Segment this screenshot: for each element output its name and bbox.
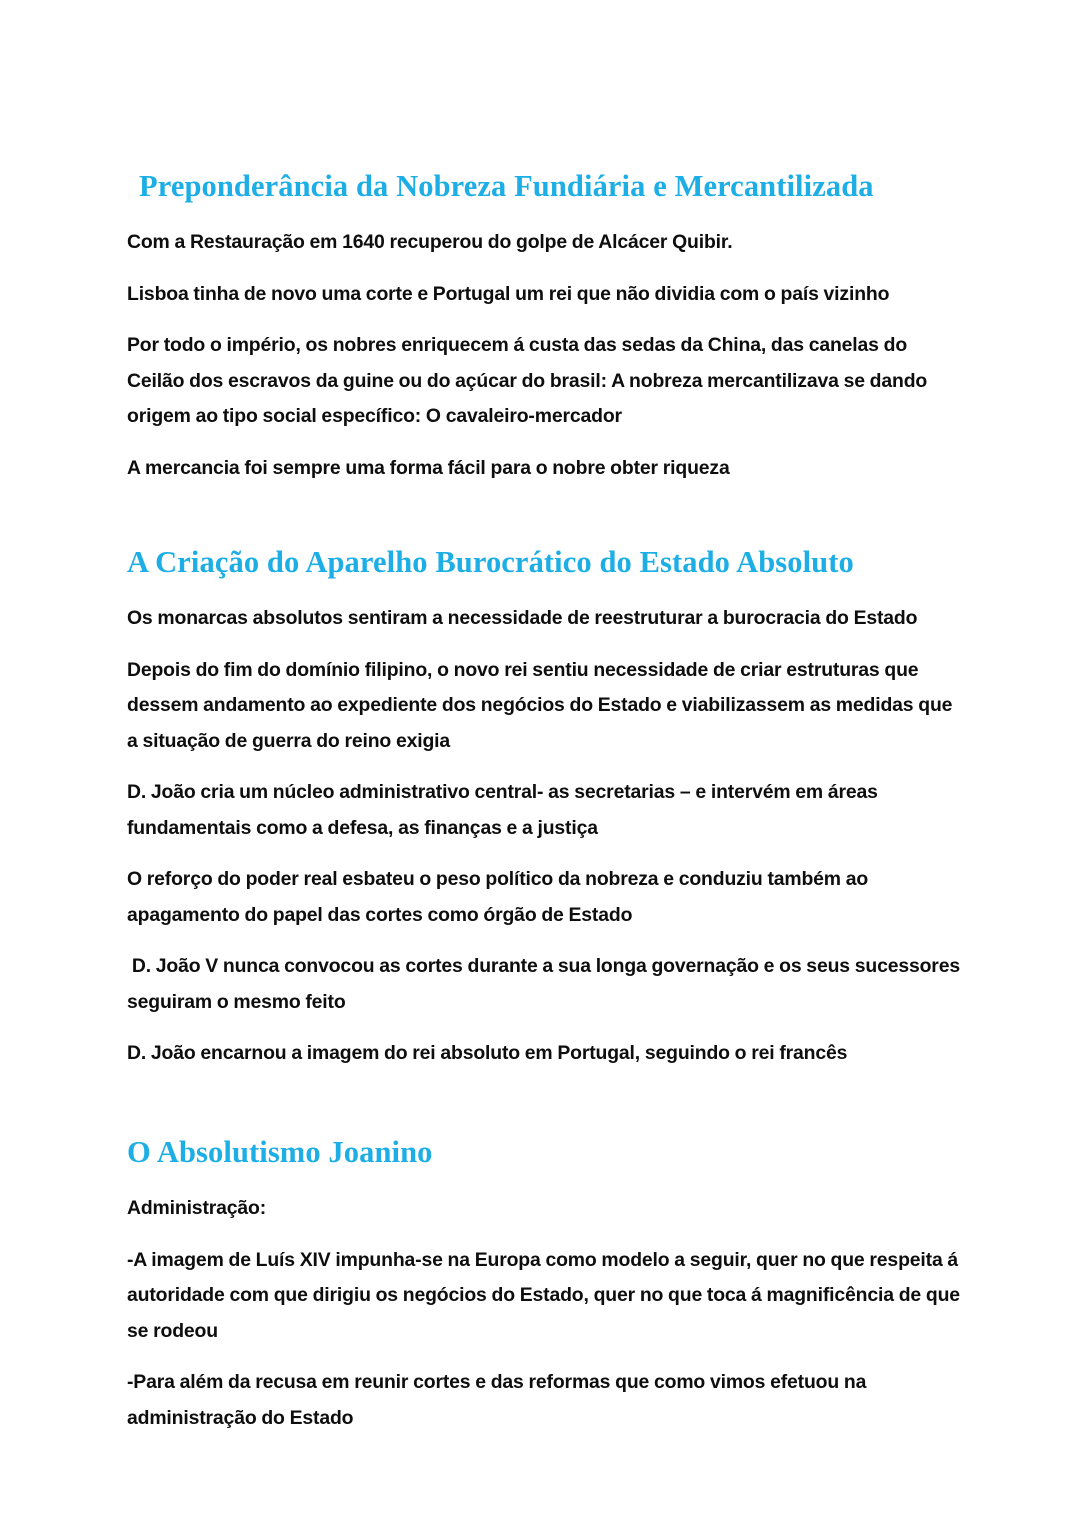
paragraph-djoao-rei-absoluto: D. João encarnou a imagem do rei absoluto em Portugal, seguindo o rei francês	[127, 1042, 848, 1065]
section-heading-preponderancia: Preponderância da Nobreza Fundiária e Mercantilizada	[139, 169, 874, 203]
paragraph-monarcas-absolutos: Os monarcas absolutos sentiram a necessidade de reestruturar a burocracia do Estado	[127, 607, 918, 630]
heading-spacer	[127, 1171, 965, 1191]
paragraph-djoao-secretarias: D. João cria um núcleo administrativo central- as secretarias – e intervém em áreas fundamentais como a defesa, as finanças e a justiça	[127, 781, 883, 839]
document-body	[127, 168, 965, 1436]
paragraph-mercancia-riqueza: A mercancia foi sempre uma forma fácil para o nobre obter riqueza	[127, 456, 730, 479]
section-heading-absolutismo-joanino: O Absolutismo Joanino	[127, 1134, 433, 1169]
section-heading-aparelho-burocratico: A Criação do Aparelho Burocrático do Estado Absoluto	[127, 545, 854, 580]
heading-spacer	[127, 581, 965, 601]
heading-spacer	[127, 205, 965, 225]
paragraph-luis-xiv-modelo: -A imagem de Luís XIV impunha-se na Europa como modelo a seguir, quer no que respeita á autoridade com que dirigiu os negócios do Estado, quer no que toca á magnificência de que se rodeou	[127, 1248, 965, 1342]
paragraph-imperio-nobres: Por todo o império, os nobres enriquecem á custa das sedas da China, das canelas do Ceilão dos escravos da guine ou do açúcar do brasil: A nobreza mercantilizava se dando origem ao tipo social específico: O cavaleiro-mercador	[127, 334, 932, 428]
section-spacer	[127, 486, 965, 544]
paragraph-administracao-label: Administração:	[127, 1197, 267, 1220]
paragraph-lisboa-corte: Lisboa tinha de novo uma corte e Portugal um rei que não dividia com o país vizinho	[127, 282, 890, 305]
paragraph-reforco-poder-real: O reforço do poder real esbateu o peso político da nobreza e conduziu também ao apagamento do papel das cortes como órgão de Estado	[127, 868, 873, 926]
paragraph-recusa-cortes-reformas: -Para além da recusa em reunir cortes e das reformas que como vimos efetuou na administração do Estado	[127, 1371, 872, 1429]
paragraph-djoaov-cortes: D. João V nunca convocou as cortes durante a sua longa governação e os seus sucessores seguiram o mesmo feito	[127, 955, 965, 1013]
paragraph-dominio-filipino: Depois do fim do domínio filipino, o novo rei sentiu necessidade de criar estruturas que dessem andamento ao expediente dos negócios do Estado e viabilizassem as medidas que a situação de guerra do reino exigia	[127, 658, 958, 752]
section-spacer	[127, 1072, 965, 1134]
paragraph-restauracao-1640: Com a Restauração em 1640 recuperou do golpe de Alcácer Quibir.	[127, 231, 733, 254]
